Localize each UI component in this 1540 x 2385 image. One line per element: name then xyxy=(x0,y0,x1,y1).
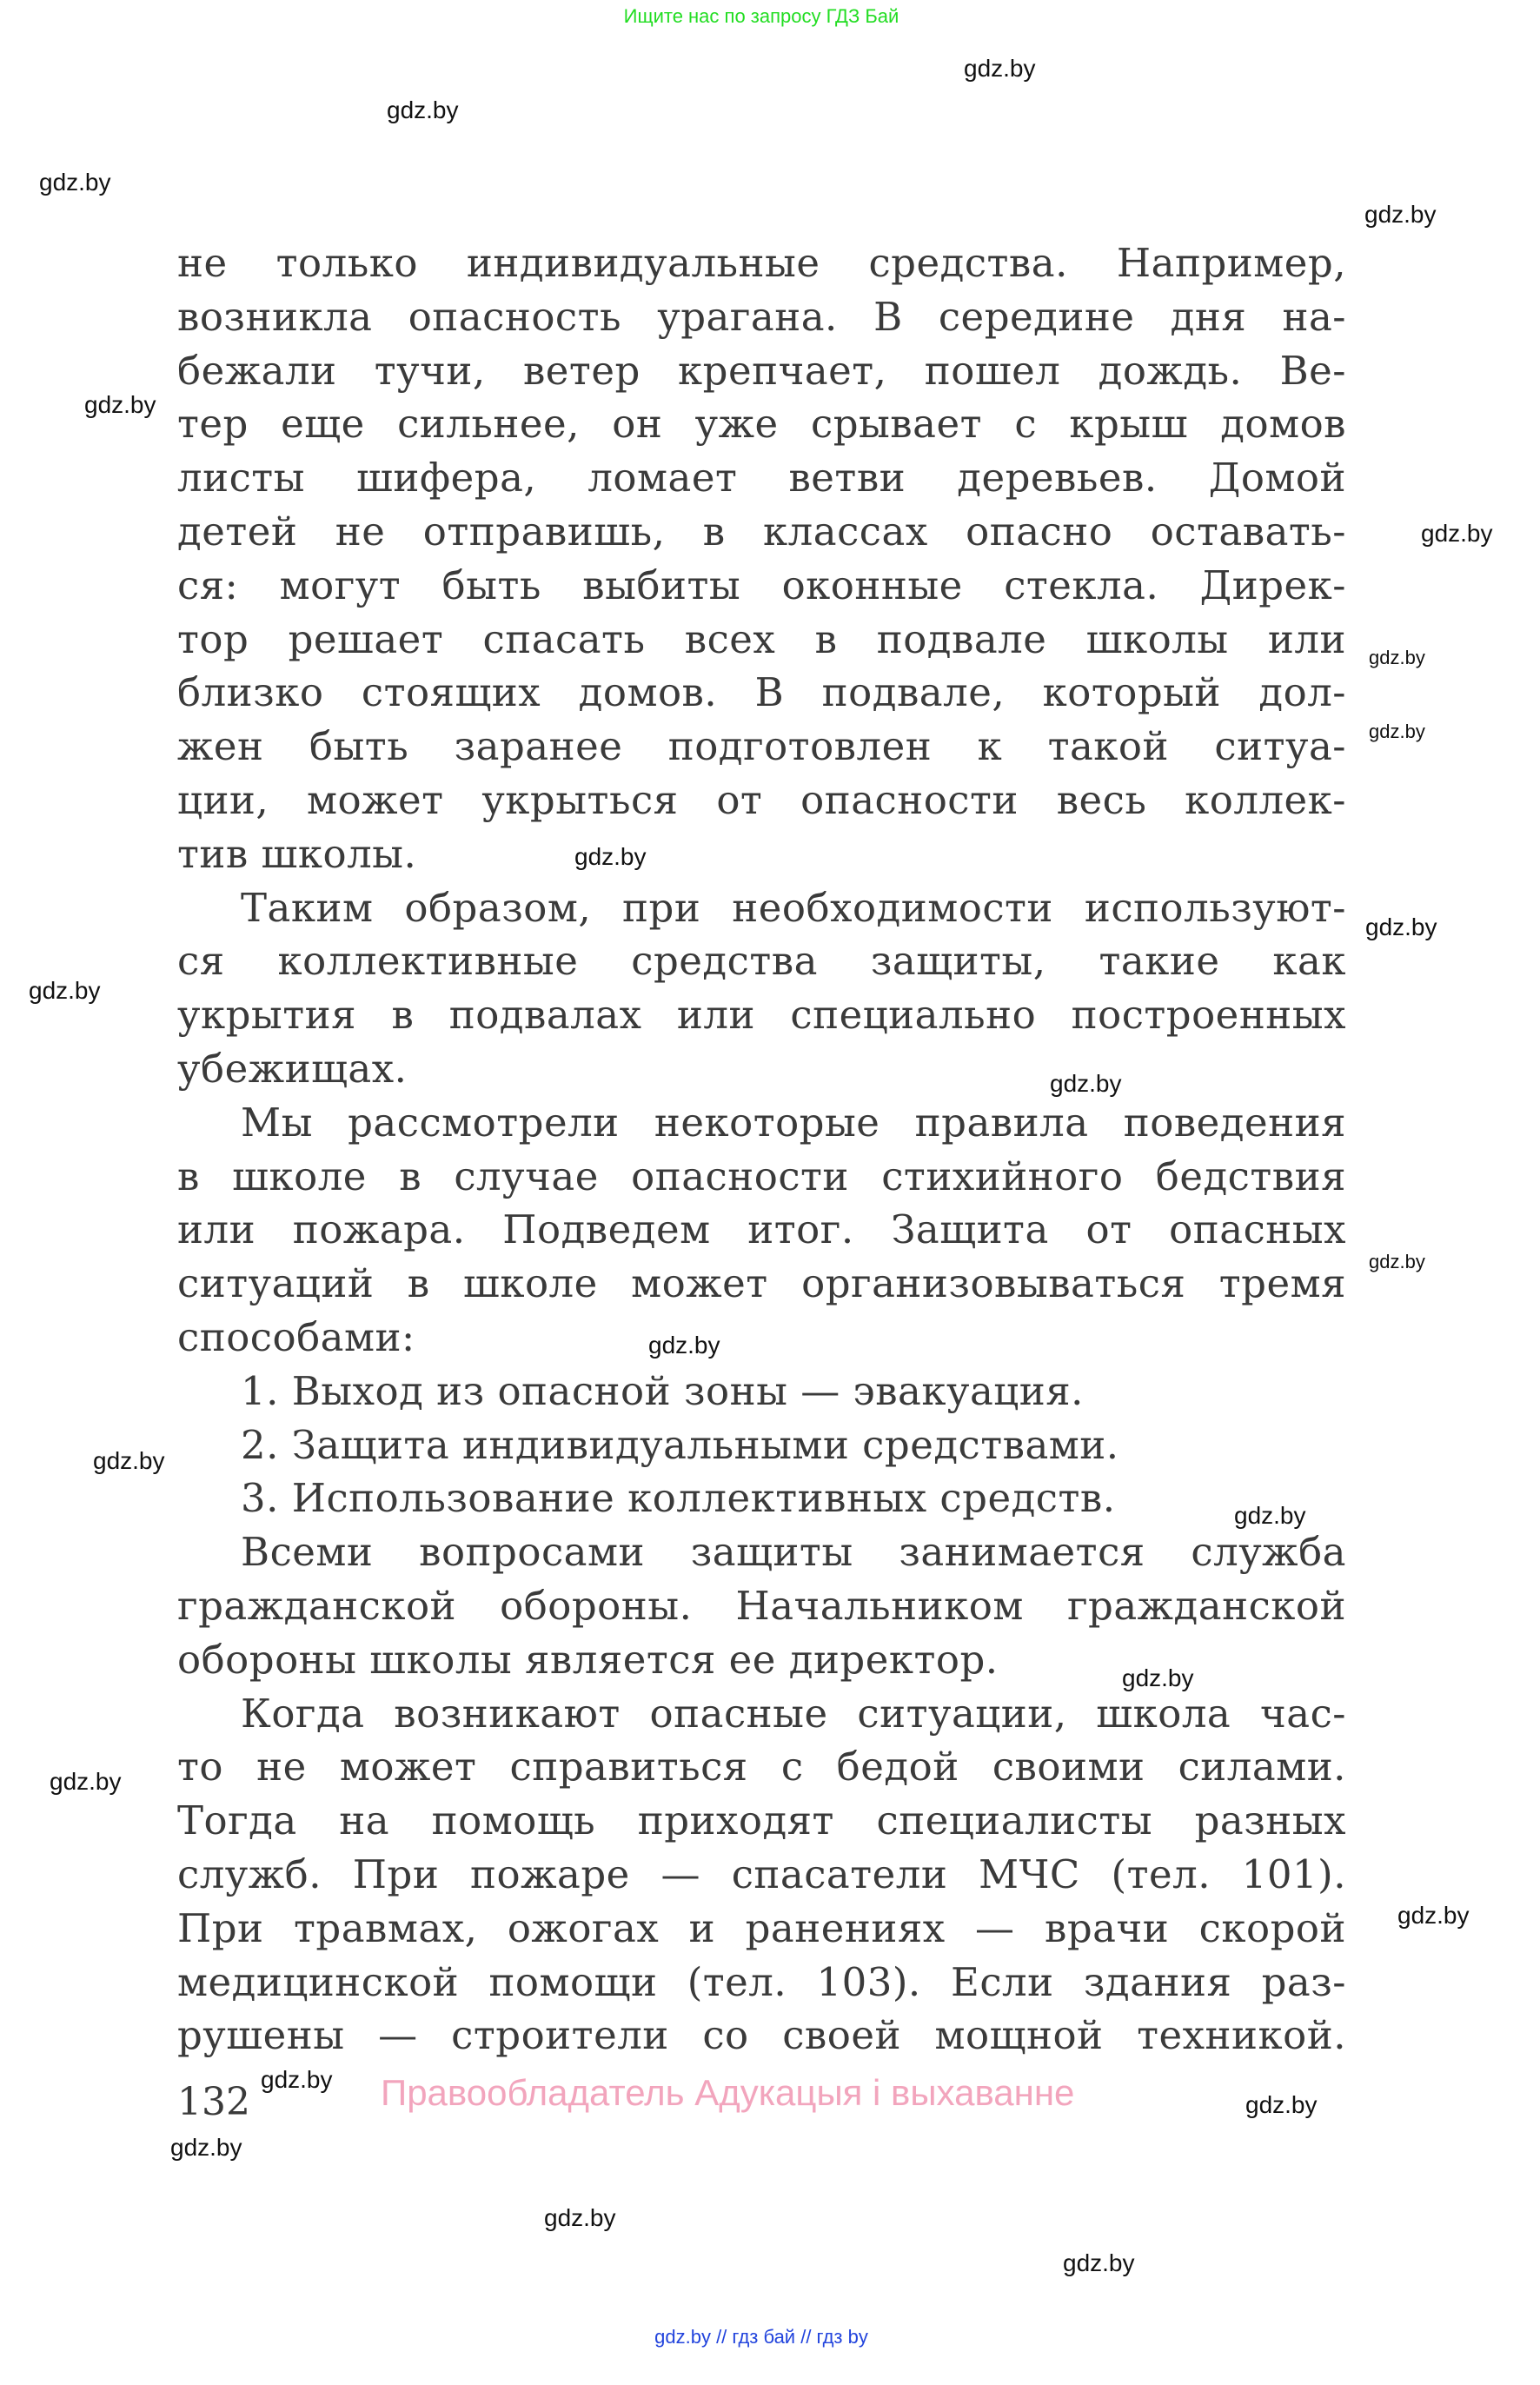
text-line: Всеми вопросами защиты занимается служба xyxy=(241,1529,1346,1576)
text-line: тор решает спасать всех в подвале школы или xyxy=(177,615,1346,662)
text-line: детей не отправишь, в классах опасно оставать- xyxy=(177,508,1346,555)
watermark-text: gdz.by xyxy=(1063,2249,1135,2276)
watermark-text: gdz.by xyxy=(648,1332,720,1359)
watermark-text: gdz.by xyxy=(93,1447,165,1474)
text-line: близко стоящих домов. В подвале, который дол- xyxy=(177,669,1346,716)
text-line: жен быть заранее подготовлен к такой ситуа- xyxy=(177,723,1346,770)
watermark-text: gdz.by xyxy=(29,977,101,1004)
watermark-text: gdz.by xyxy=(574,843,647,870)
watermark-text: gdz.by xyxy=(39,169,111,196)
text-line: 1. Выход из опасной зоны — эвакуация. xyxy=(241,1367,1084,1414)
footer-links[interactable]: gdz.by // гдз бай // гдз by xyxy=(654,2326,868,2348)
watermark-text: gdz.by xyxy=(1369,647,1425,668)
text-line: При травмах, ожогах и ранениях — врачи скорой xyxy=(177,1904,1346,1951)
text-line: 3. Использование коллективных средств. xyxy=(241,1475,1116,1522)
text-line: ся коллективные средства защиты, такие как xyxy=(177,938,1346,985)
watermark-text: gdz.by xyxy=(84,391,156,418)
text-line: листы шифера, ломает ветви деревьев. Домой xyxy=(177,455,1346,502)
text-line: Тогда на помощь приходят специалисты разных xyxy=(177,1797,1346,1844)
watermark-text: gdz.by xyxy=(1245,2091,1318,2118)
text-line: ся: могут быть выбиты оконные стекла. Дирек- xyxy=(177,561,1346,608)
text-line: 2. Защита индивидуальными средствами. xyxy=(241,1421,1119,1468)
text-line: гражданской обороны. Начальником гражданской xyxy=(177,1583,1346,1629)
watermark-text: gdz.by xyxy=(1234,1502,1306,1529)
watermark-text: gdz.by xyxy=(964,55,1036,82)
watermark-text: gdz.by xyxy=(1122,1664,1194,1691)
watermark-text: gdz.by xyxy=(1421,520,1493,547)
watermark-text: gdz.by xyxy=(1369,721,1425,742)
watermark-text: gdz.by xyxy=(1397,1902,1470,1929)
header-banner: Ищите нас по запросу ГДЗ Бай xyxy=(623,5,899,27)
watermark-text: gdz.by xyxy=(387,96,459,123)
text-line: Таким образом, при необходимости используют- xyxy=(241,884,1346,931)
text-line: то не может справиться с бедой своими силами. xyxy=(177,1744,1346,1790)
watermark-text: gdz.by xyxy=(1369,1251,1425,1272)
copyright-notice: Правообладатель Адукацыя і выхаванне xyxy=(381,2072,1075,2113)
text-line: Когда возникают опасные ситуации, школа час- xyxy=(241,1690,1346,1737)
text-line: обороны школы является ее директор. xyxy=(177,1636,999,1683)
text-line: в школе в случае опасности стихийного бедствия xyxy=(177,1153,1346,1199)
watermark-text: gdz.by xyxy=(170,2134,242,2161)
text-line: способами: xyxy=(177,1314,415,1360)
text-line: возникла опасность урагана. В середине дня на- xyxy=(177,293,1346,340)
watermark-text: gdz.by xyxy=(544,2204,616,2231)
text-line: укрытия в подвалах или специально построенных xyxy=(177,992,1346,1039)
text-line: не только индивидуальные средства. Например, xyxy=(177,240,1346,286)
watermark-text: gdz.by xyxy=(1050,1070,1122,1097)
watermark-text: gdz.by xyxy=(261,2066,333,2093)
text-line: ситуаций в школе может организовываться тремя xyxy=(177,1260,1346,1307)
text-line: служб. При пожаре — спасатели МЧС (тел. 101). xyxy=(177,1851,1346,1897)
text-line: или пожара. Подведем итог. Защита от опасных xyxy=(177,1206,1346,1253)
text-line: убежищах. xyxy=(177,1046,408,1092)
text-line: рушены — строители со своей мощной техникой. xyxy=(177,2012,1346,2059)
text-line: медицинской помощи (тел. 103). Если здания раз- xyxy=(177,1958,1346,2005)
text-line: Мы рассмотрели некоторые правила поведения xyxy=(241,1099,1346,1146)
watermark-text: gdz.by xyxy=(50,1768,122,1795)
watermark-text: gdz.by xyxy=(1365,913,1437,940)
text-line: бежали тучи, ветер крепчает, пошел дождь. Ве- xyxy=(177,347,1346,394)
text-line: тер еще сильнее, он уже срывает с крыш домов xyxy=(177,401,1346,448)
watermark-text: gdz.by xyxy=(1364,201,1437,228)
page-number: 132 xyxy=(177,2080,250,2124)
text-line: тив школы. xyxy=(177,830,417,877)
text-line: ции, может укрыться от опасности весь коллек- xyxy=(177,777,1346,823)
